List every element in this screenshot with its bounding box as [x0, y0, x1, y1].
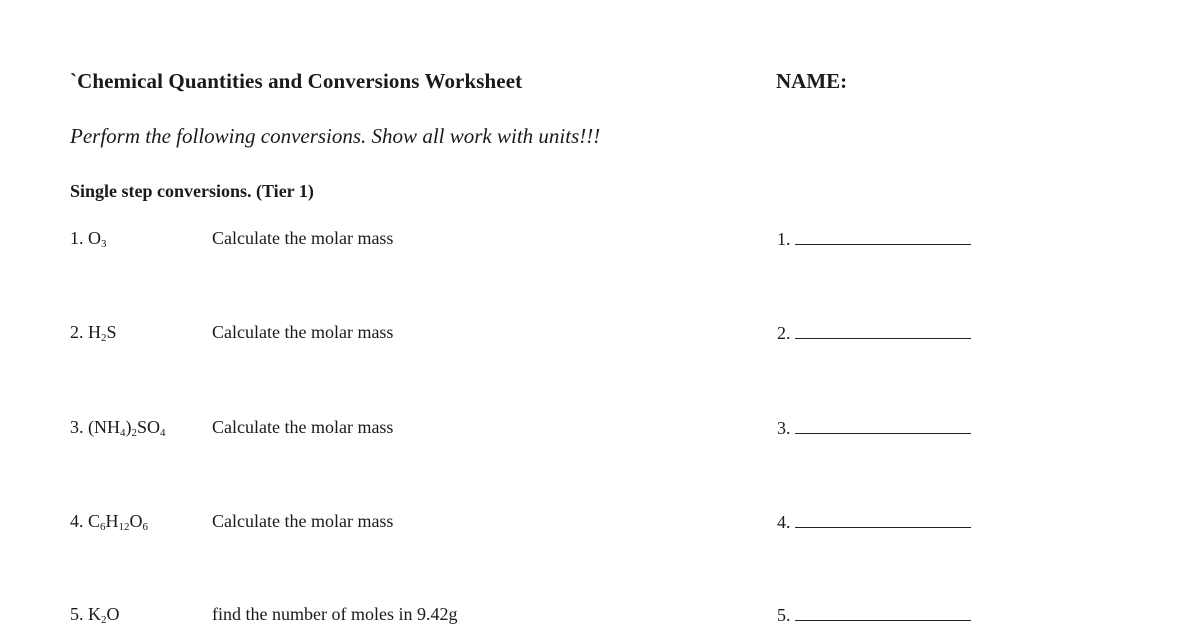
formula-subscript: 4 — [160, 427, 166, 439]
answer-slot — [777, 322, 971, 344]
problem-row — [0, 228, 1200, 258]
worksheet-title: `Chemical Quantities and Conversions Worksheet — [70, 69, 523, 93]
formula-subscript: 3 — [101, 238, 107, 250]
formula-subscript: 6 — [142, 521, 149, 533]
problem-task: Calculate the molar mass — [212, 417, 394, 437]
section-heading: Single step conversions. (Tier 1) — [70, 181, 314, 201]
problem-formula — [70, 604, 120, 625]
instructions-text: Perform the following conversions. Show all work with units!!! — [70, 124, 601, 148]
answer-blank[interactable] — [795, 604, 971, 621]
formula-subscript: 2 — [131, 427, 137, 439]
answer-blank[interactable] — [795, 228, 971, 245]
answer-number: 5. — [777, 605, 791, 625]
problem-task: find the number of moles in 9.42g — [212, 604, 458, 624]
problem-formula — [70, 417, 166, 438]
formula-subscript: 4 — [120, 427, 126, 439]
answer-slot — [777, 604, 971, 626]
problem-formula — [70, 322, 117, 343]
problem-task: Calculate the molar mass — [212, 322, 394, 342]
problem-number: 1. — [70, 228, 84, 248]
formula-subscript: 2 — [101, 332, 107, 344]
problem-row — [0, 322, 1200, 352]
problem-number: 5. — [70, 604, 84, 624]
answer-slot — [777, 417, 971, 439]
answer-blank[interactable] — [795, 511, 971, 528]
answer-blank[interactable] — [795, 322, 971, 339]
answer-slot — [777, 228, 971, 250]
chemical-formula: $(NH_4)_2SO_4$ — [88, 417, 166, 439]
problem-number: 3. — [70, 417, 84, 437]
problem-task: Calculate the molar mass — [212, 511, 394, 531]
chemical-formula: $C_6H_{12}O_6$ — [88, 511, 149, 533]
answer-number: 1. — [777, 229, 791, 249]
problem-row — [0, 511, 1200, 541]
problem-number: 4. — [70, 511, 84, 531]
formula-subscript: 2 — [101, 614, 107, 626]
chemical-formula: $O_3$ — [88, 228, 107, 250]
problem-formula — [70, 511, 148, 532]
chemical-formula: $K_2O$ — [88, 604, 120, 626]
formula-subscript: 12 — [118, 521, 130, 533]
answer-slot — [777, 511, 971, 533]
problem-formula — [70, 228, 107, 249]
formula-subscript: 6 — [100, 521, 106, 533]
problem-row — [0, 417, 1200, 447]
answer-blank[interactable] — [795, 417, 971, 434]
name-label: NAME: — [776, 69, 848, 93]
answer-number: 2. — [777, 323, 791, 343]
answer-number: 4. — [777, 512, 791, 532]
answer-number: 3. — [777, 418, 791, 438]
chemical-formula: $H_2S$ — [88, 322, 117, 344]
problem-task: Calculate the molar mass — [212, 228, 394, 248]
problem-number: 2. — [70, 322, 84, 342]
